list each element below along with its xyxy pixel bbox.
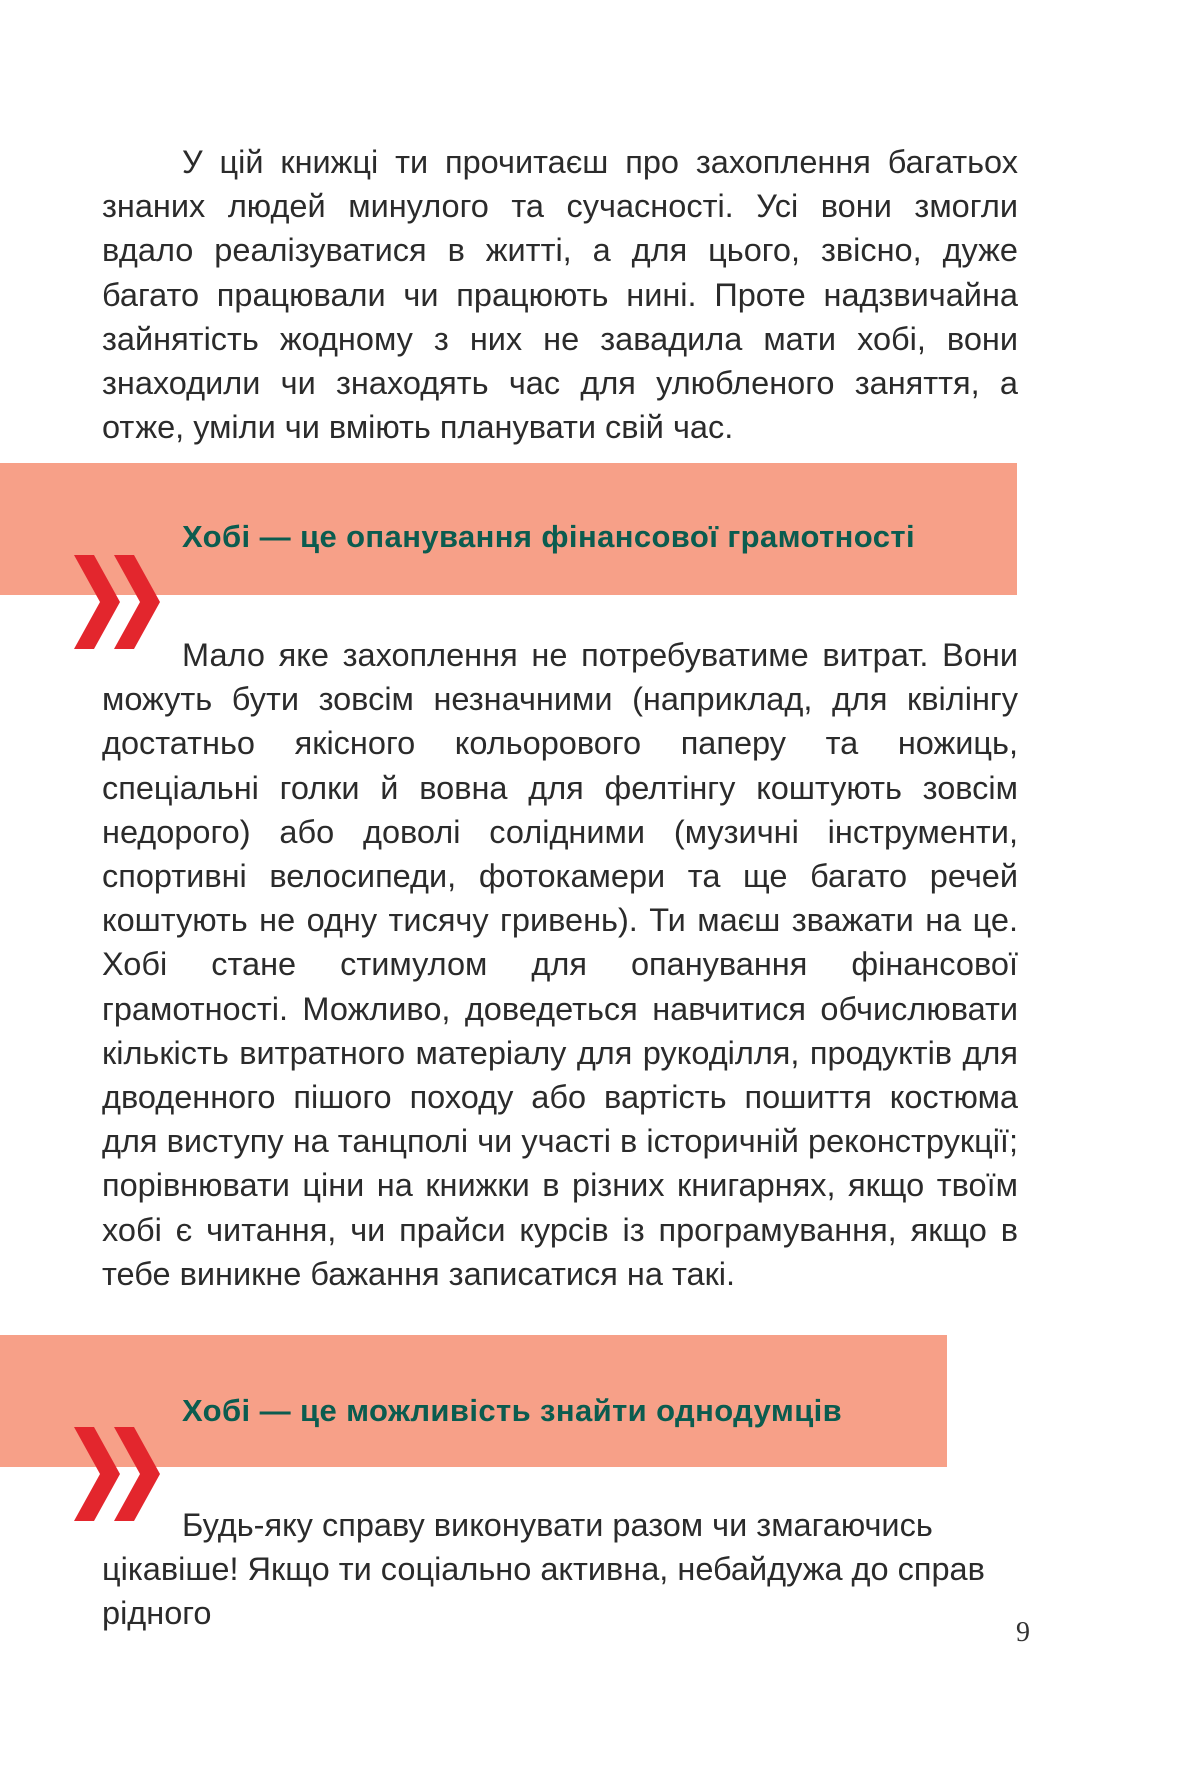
- page-number: 9: [1016, 1617, 1030, 1648]
- section-paragraph-2: Будь-яку справу виконувати разом чи змагаючись цікавіше! Якщо ти соціально активна, небайдужа до справ рідного: [102, 1507, 985, 1632]
- section-heading-1: Хобі — це опанування фінансової грамотності: [182, 519, 915, 554]
- intro-paragraph: У цій книжці ти прочитаєш про захоплення багатьох знаних людей минулого та сучасності. Усі вони змогли вдало реалізуватися в житті, а для цього, звісно, дуже багато працювали чи працюють нині. Проте надзвичайна зайнятість жодному з них не завадила мати хобі, вони знаходили чи знаходять час для улюбленого заняття, а отже, уміли чи вміють планувати свій час.: [102, 144, 1018, 446]
- section-heading-2: Хобі — це можливість знайти однодумців: [182, 1393, 843, 1428]
- section-paragraph-1: Мало яке захоплення не потребуватиме витрат. Вони можуть бути зовсім незначними (наприклад, для квілінгу достатньо якісного кольорового паперу та ножиць, спеціальні голки й вовна для фелтінгу коштують зовсім недорого) або доволі солідними (музичні інструменти, спортивні велосипеди, фотокамери та ще багато речей коштують не одну тисячу гривень). Ти маєш зважати на це. Хобі стане стимулом для опанування фінансової грамотності. Можливо, доведеться навчитися обчислювати кількість витратного матеріалу для рукоділля, продуктів для дводенного пішого походу або вартість пошиття костюма для виступу на танцполі чи участі в історичній реконструкції; порівнювати ціни на книжки в різних книгарнях, якщо твоїм хобі є читання, чи прайси курсів із програмування, якщо в тебе виникне бажання записатися на такі.: [102, 637, 1018, 1292]
